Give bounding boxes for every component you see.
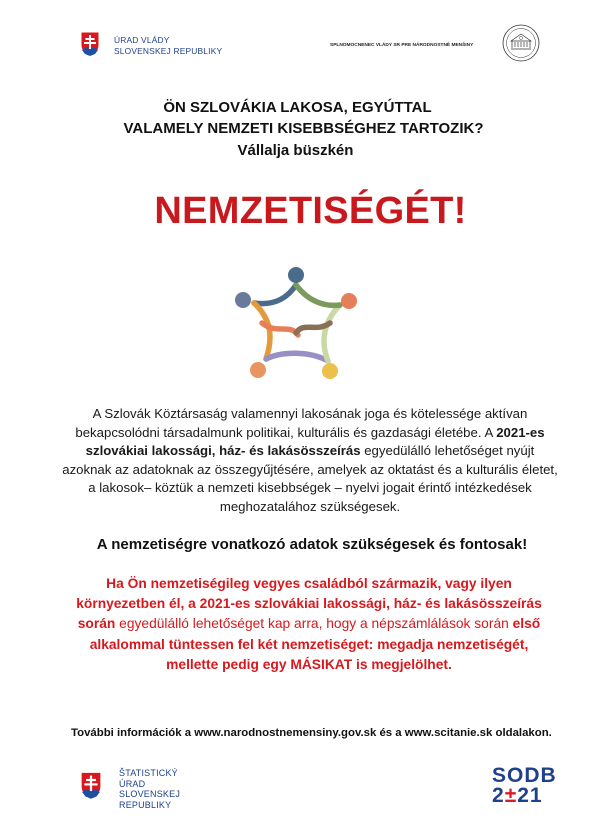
plenipotentiary-label: SPLNOMOCNENEC VLÁDY SR PRE NÁRODNOSTNÉ MENŠINY [330, 43, 474, 48]
slovak-coat-of-arms-footer-icon [80, 771, 102, 800]
sodb-2021-logo [492, 766, 557, 806]
sodb-plus-minus: ± [504, 784, 518, 807]
stat-office-line-1: ŠTATISTICKÝ [119, 768, 178, 778]
intro-text-bold: 2021-es szlovákiai lakossági, ház- és lakásösszeírás [85, 424, 545, 459]
headline-line-2: VALAMELY NEMZETI KISEBBSÉGHEZ TARTOZIK? [123, 120, 484, 137]
stat-office-name [119, 768, 180, 810]
intro-text-a: A Szlovák Köztársaság valamennyi lakosának joga és kötelessége aktívan bekapcsolódni társadalmunk politikai, kulturális és gazdasági életébe. A [75, 406, 528, 440]
more-info-text: További információk a www.narodnostnemensiny.gov.sk és a www.scitanie.sk oldalakon. [71, 727, 552, 739]
intro-paragraph [60, 405, 560, 517]
sodb-year-part-2: 21 [517, 784, 543, 807]
headline-nationality: NEMZETISÉGÉT! [154, 190, 467, 232]
mixed-text-bold-1: Ha Ön nemzetiségileg vegyes családból származik, vagy ilyen környezetben él, a 2021-es szlovákiai lakossági, ház- és lakásösszeírás során [76, 576, 542, 632]
gov-office-line-1: ÚRAD VLÁDY [114, 35, 170, 45]
stat-office-line-3: SLOVENSKEJ [119, 789, 181, 800]
government-seal-icon [502, 24, 540, 62]
sodb-year-part-1: 2 [492, 784, 505, 807]
sodb-logo-line-2 [492, 786, 557, 806]
mixed-text-plain: egyedülálló lehetőséget kap arra, hogy a népszámlálások során [115, 616, 513, 632]
headline-line-3: Vállalja büszkén [237, 142, 354, 159]
people-circle-logo [232, 263, 362, 388]
intro-text-b: egyedülálló lehetőséget nyújt azoknak az adatoknak az összegyűjtésére, amelyek az oktatást és a kulturális életet, a lakosok– köztük a nemzeti kisebbségek – nyelvi jogait érintő intézkedések meghozatalához szükségesek. [62, 443, 558, 514]
gov-office-name [114, 35, 222, 56]
mixed-text-bold-2: első alkalommal tüntessen fel két nemzetiséget: megadja nemzetiségét, mellette pedig egy MÁSIKAT is megjelölhet. [89, 616, 541, 672]
gov-office-line-2: SLOVENSKEJ REPUBLIKY [114, 45, 223, 56]
subheading: A nemzetiségre vonatkozó adatok szükségesek és fontosak! [96, 536, 528, 553]
slovak-coat-of-arms-icon [80, 31, 100, 57]
sodb-logo-line-1: SODB [492, 764, 557, 787]
headline-line-1: ÖN SZLOVÁKIA LAKOSA, EGYÚTTAL [163, 99, 432, 116]
mixed-family-paragraph [70, 574, 548, 675]
stat-office-line-2: ÚRAD [119, 778, 146, 789]
stat-office-line-4: REPUBLIKY [119, 799, 172, 810]
